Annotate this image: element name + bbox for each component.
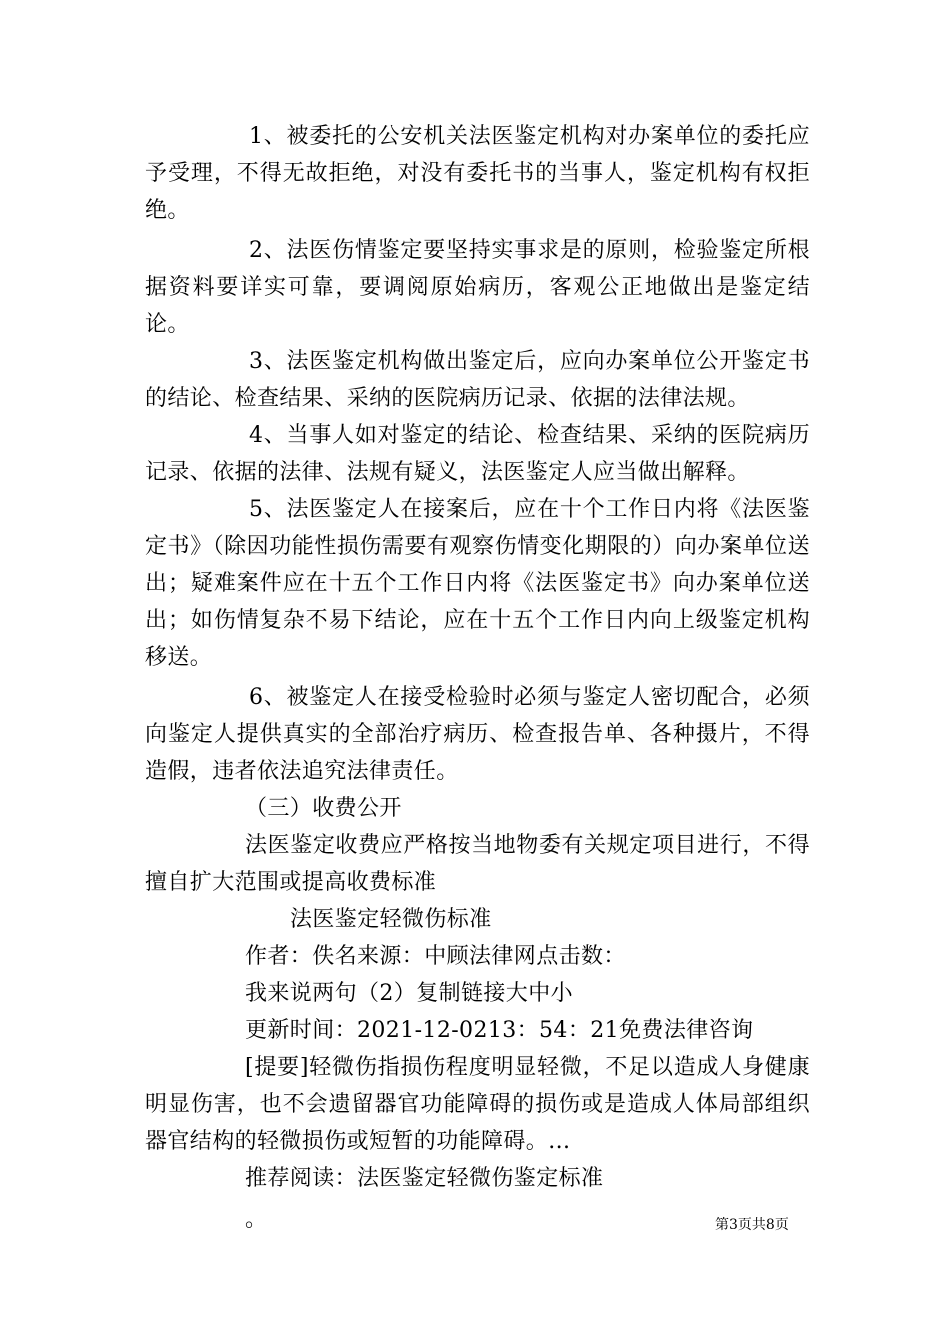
paragraph-5: 5、法医鉴定人在接案后，应在十个工作日内将《法医鉴定书》（除因功能性损伤需要有观察伤情变化期限的）向办案单位送出；疑难案件应在十五个工作日内将《法医鉴定书》向办案单位送出；如伤情复杂不易下结论，应在十五个工作日内向上级鉴定机构移送。 — [145, 497, 810, 670]
paragraph-3: 3、法医鉴定机构做出鉴定后，应向办案单位公开鉴定书的结论、检查结果、采纳的医院病历记录、依据的法律法规。 — [145, 349, 810, 411]
meta-comments: 我来说两句（2）复制链接大中小 — [245, 981, 573, 1006]
paragraph-2: 2、法医伤情鉴定要坚持实事求是的原则，检验鉴定所根据资料要详实可靠，要调阅原始病历，客观公正地做出是鉴定结论。 — [145, 238, 810, 337]
paragraph-1: 1、被委托的公安机关法医鉴定机构对办案单位的委托应予受理，不得无故拒绝，对没有委托书的当事人，鉴定机构有权拒绝。 — [145, 124, 810, 223]
recommend-line: 推荐阅读：法医鉴定轻微伤鉴定标准 — [245, 1166, 604, 1191]
fee-paragraph: 法医鉴定收费应严格按当地物委有关规定项目进行，不得擅自扩大范围或提高收费标准 — [145, 833, 810, 895]
document-body — [145, 118, 810, 1238]
page-number: 第3页共8页 — [715, 1217, 789, 1233]
paragraph-6: 6、被鉴定人在接受检验时必须与鉴定人密切配合，必须向鉴定人提供真实的全部治疗病历、检查报告单、各种摄片，不得造假，违者依法追究法律责任。 — [145, 685, 810, 784]
meta-author: 作者：佚名来源：中顾法律网点击数： — [245, 944, 626, 969]
paragraph-4: 4、当事人如对鉴定的结论、检查结果、采纳的医院病历记录、依据的法律、法规有疑义，法医鉴定人应当做出解释。 — [145, 423, 810, 485]
article-title: 法医鉴定轻微伤标准 — [290, 907, 492, 932]
summary-paragraph: [提要]轻微伤指损伤程度明显轻微，不足以造成人身健康明显伤害，也不会遗留器官功能障碍的损伤或是造成人体局部组织器官结构的轻微损伤或短暂的功能障碍。... — [145, 1055, 810, 1154]
meta-updated: 更新时间：2021-12-0213：54：21免费法律咨询 — [245, 1018, 754, 1043]
section-heading: （三）收费公开 — [245, 796, 402, 821]
trailing-mark: 。 — [245, 1207, 268, 1232]
